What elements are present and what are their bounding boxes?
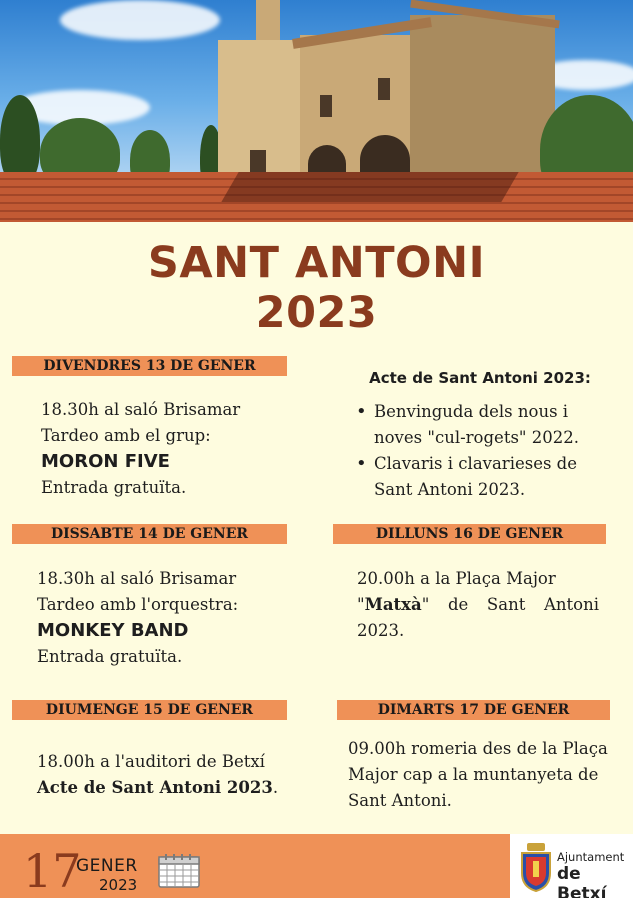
event-line: 09.00h romeria des de la Plaça — [348, 739, 608, 758]
logo-text-top: Ajuntament — [557, 850, 625, 864]
event-monday — [357, 566, 599, 644]
event-line: Tardeo amb el grup: — [41, 426, 211, 445]
matxa-word: Matxà — [364, 595, 422, 614]
event-line: 20.00h a la Plaça Major — [357, 569, 556, 588]
footer-year: 2023 — [99, 876, 138, 894]
event-line — [37, 775, 317, 801]
list-item-line: • Clavaris i clavarieses de — [374, 454, 578, 473]
day-bar-saturday: DISSABTE 14 DE GENER — [12, 524, 287, 544]
event-line: 18.00h a l'auditori de Betxí — [37, 752, 265, 771]
list-item-line: • Benvinguda dels nous i — [374, 402, 569, 421]
acte-heading: Acte de Sant Antoni 2023: — [369, 369, 591, 387]
event-text: de Sant Antoni — [447, 595, 599, 614]
logo-text-bottom: de Betxí — [557, 864, 607, 898]
day-bar-sunday: DIUMENGE 15 DE GENER — [12, 700, 287, 720]
day-bar-tuesday: DIMARTS 17 DE GENER — [337, 700, 610, 720]
quote: " — [357, 595, 365, 614]
event-text: . — [272, 778, 279, 797]
event-line: Entrada gratuïta. — [41, 478, 187, 497]
hero-photo — [0, 0, 633, 222]
list-item — [356, 399, 626, 451]
event-tuesday — [348, 736, 628, 814]
window — [320, 95, 332, 117]
event-sunday — [37, 749, 317, 801]
event-line: Tardeo amb l'orquestra: — [37, 595, 239, 614]
quote: " — [421, 595, 430, 614]
event-line: Sant Antoni. — [348, 791, 452, 810]
footer-month: GENER — [76, 856, 138, 876]
event-line: Entrada gratuïta. — [37, 647, 183, 666]
event-line: Major cap a la muntanyeta de — [348, 765, 599, 784]
band-name: MORON FIVE — [41, 451, 170, 472]
calendar-icon — [156, 853, 202, 889]
page-title-year: 2023 — [255, 288, 378, 338]
bell-tower — [256, 0, 280, 40]
stairs-shadow — [221, 172, 518, 202]
event-line: 18.30h al saló Brisamar — [41, 400, 241, 419]
day-bar-monday: DILLUNS 16 DE GENER — [333, 524, 606, 544]
event-line — [357, 592, 599, 618]
acte-list — [356, 399, 626, 503]
coat-of-arms-icon — [518, 841, 554, 893]
day-bar-friday: DIVENDRES 13 DE GENER — [12, 356, 287, 376]
event-line: 2023. — [357, 621, 405, 640]
window — [378, 78, 390, 100]
band-name: MONKEY BAND — [37, 620, 189, 641]
event-friday — [41, 397, 311, 501]
acte-name: Acte de Sant Antoni 2023 — [37, 778, 273, 797]
list-item-line: Sant Antoni 2023. — [374, 480, 526, 499]
event-line: 18.30h al saló Brisamar — [37, 569, 237, 588]
cloud — [60, 0, 220, 40]
page-title: SANT ANTONI — [147, 238, 486, 288]
footer-day: 17 — [23, 844, 82, 898]
church-wall — [410, 15, 555, 180]
list-item-line: noves "cul-rogets" 2022. — [374, 428, 579, 447]
event-saturday — [37, 566, 307, 670]
list-item — [356, 451, 626, 503]
